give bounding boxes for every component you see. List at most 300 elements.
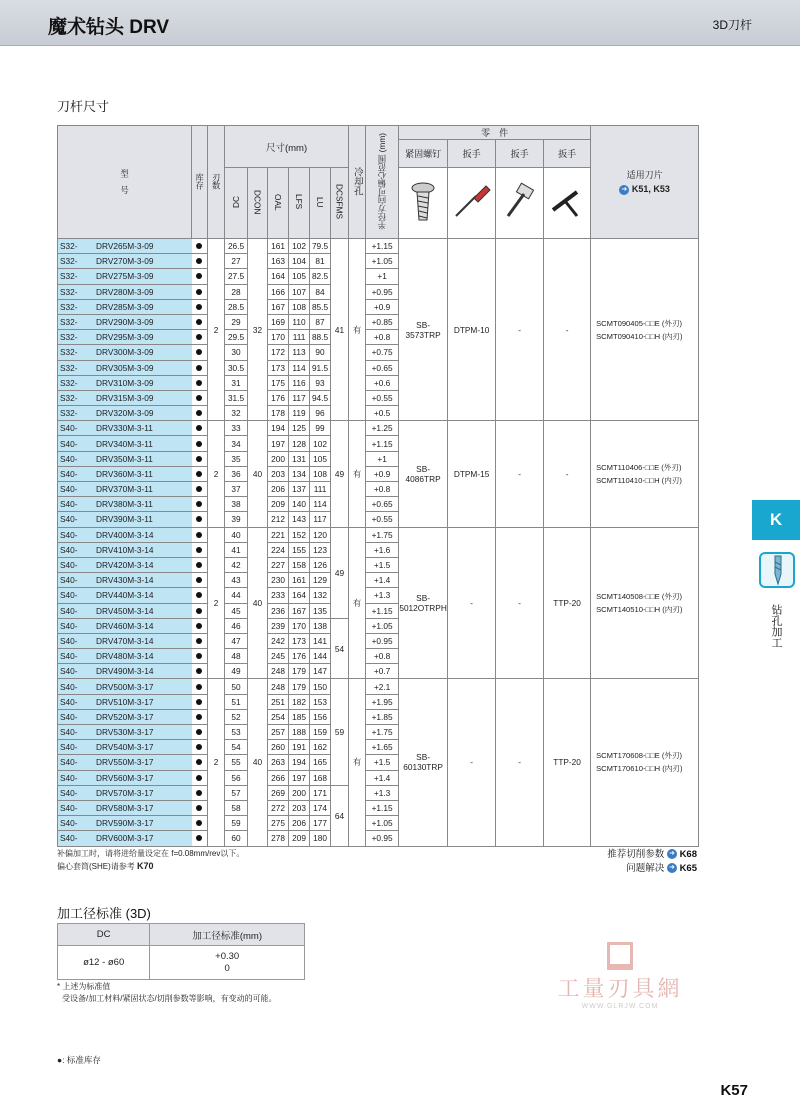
screw-cell: SB-4086TRP xyxy=(399,421,448,527)
model-cell: S40- DRV440M-3-14 xyxy=(58,588,192,603)
lfs-cell: 188 xyxy=(289,725,310,740)
stock-cell xyxy=(192,542,208,557)
oal-cell: 263 xyxy=(268,755,289,770)
dc-cell: 49 xyxy=(225,664,248,679)
insert-cell: SCMT140508-□□E (外刃) SCMT140510-□□H (内刃) xyxy=(591,527,699,679)
oal-cell: 230 xyxy=(268,573,289,588)
oal-cell: 197 xyxy=(268,436,289,451)
lfs-cell: 200 xyxy=(289,785,310,800)
stock-cell xyxy=(192,314,208,329)
stock-dot-icon xyxy=(196,501,202,507)
stock-dot-icon xyxy=(196,395,202,401)
stock-dot-icon xyxy=(196,562,202,568)
oal-cell: 233 xyxy=(268,588,289,603)
lu-cell: 174 xyxy=(310,800,331,815)
lfs-cell: 182 xyxy=(289,694,310,709)
dc-cell: 42 xyxy=(225,557,248,572)
dc-cell: 56 xyxy=(225,770,248,785)
wrench2-cell: - xyxy=(496,679,544,846)
stock-dot-icon xyxy=(196,805,202,811)
table-row xyxy=(58,527,699,542)
model-cell: S40- DRV330M-3-11 xyxy=(58,421,192,436)
oal-cell: 163 xyxy=(268,254,289,269)
stock-cell xyxy=(192,649,208,664)
lu-cell: 108 xyxy=(310,466,331,481)
flutes-cell: 2 xyxy=(208,679,225,846)
table-row xyxy=(58,679,699,694)
model-cell: S40- DRV390M-3-11 xyxy=(58,512,192,527)
lu-cell: 162 xyxy=(310,740,331,755)
dc-cell: 48 xyxy=(225,649,248,664)
wrench3-image xyxy=(544,168,591,239)
stock-dot-icon xyxy=(196,334,202,340)
lfs-cell: 209 xyxy=(289,831,310,846)
radial-cell: +1.95 xyxy=(366,694,399,709)
oal-cell: 242 xyxy=(268,633,289,648)
oal-cell: 170 xyxy=(268,330,289,345)
lfs-cell: 167 xyxy=(289,603,310,618)
stock-dot-icon xyxy=(196,835,202,841)
dc-cell: 46 xyxy=(225,618,248,633)
radial-cell: +0.95 xyxy=(366,633,399,648)
dc-cell: 44 xyxy=(225,588,248,603)
col-header-wrench2: 扳手 xyxy=(496,140,544,168)
stock-cell xyxy=(192,239,208,254)
radial-cell: +0.6 xyxy=(366,375,399,390)
col-header-model: 型 号 xyxy=(58,126,192,239)
lfs-cell: 143 xyxy=(289,512,310,527)
oal-cell: 224 xyxy=(268,542,289,557)
radial-cell: +1.3 xyxy=(366,588,399,603)
screw-cell: SB-5012OTRPH xyxy=(399,527,448,679)
model-cell: S40- DRV490M-3-14 xyxy=(58,664,192,679)
stock-cell xyxy=(192,679,208,694)
model-cell: S32- DRV305M-3-09 xyxy=(58,360,192,375)
dc-cell: 27.5 xyxy=(225,269,248,284)
oal-cell: 176 xyxy=(268,390,289,405)
lfs-cell: 119 xyxy=(289,406,310,421)
radial-cell: +1.05 xyxy=(366,618,399,633)
stock-cell xyxy=(192,816,208,831)
model-cell: S40- DRV570M-3-17 xyxy=(58,785,192,800)
oal-cell: 269 xyxy=(268,785,289,800)
stock-dot-icon xyxy=(196,684,202,690)
lu-cell: 91.5 xyxy=(310,360,331,375)
radial-cell: +0.75 xyxy=(366,345,399,360)
radial-cell: +0.8 xyxy=(366,330,399,345)
radial-cell: +0.8 xyxy=(366,649,399,664)
dc-cell: 58 xyxy=(225,800,248,815)
col-header-coolant: 冷却孔 xyxy=(349,126,366,239)
stock-dot-icon xyxy=(196,790,202,796)
oal-cell: 254 xyxy=(268,709,289,724)
insert-cell: SCMT170608-□□E (外刃) SCMT170610-□□H (内刃) xyxy=(591,679,699,846)
dc-cell: 32 xyxy=(225,406,248,421)
stock-dot-icon xyxy=(196,699,202,705)
model-cell: S32- DRV290M-3-09 xyxy=(58,314,192,329)
oal-cell: 266 xyxy=(268,770,289,785)
stock-cell xyxy=(192,740,208,755)
stock-dot-icon xyxy=(196,668,202,674)
screw-icon xyxy=(408,180,438,224)
page-number: K57 xyxy=(720,1082,748,1099)
table-row xyxy=(58,239,699,254)
radial-cell: +1.15 xyxy=(366,603,399,618)
radial-cell: +1.5 xyxy=(366,557,399,572)
coolant-cell: 有 xyxy=(349,421,366,527)
lu-cell: 126 xyxy=(310,557,331,572)
flutes-cell: 2 xyxy=(208,527,225,679)
lfs-cell: 128 xyxy=(289,436,310,451)
stock-cell xyxy=(192,770,208,785)
lfs-cell: 179 xyxy=(289,679,310,694)
ref-troubleshooting[interactable]: 问题解决 ➜ K65 xyxy=(626,863,697,874)
col-header-lu: LU xyxy=(310,168,331,239)
stock-dot-icon xyxy=(196,243,202,249)
legend-stock: ●: 标准库存 xyxy=(57,1055,101,1065)
std-note-1: * 上述为标准值 xyxy=(57,982,111,991)
lu-cell: 93 xyxy=(310,375,331,390)
lfs-cell: 164 xyxy=(289,588,310,603)
lu-cell: 180 xyxy=(310,831,331,846)
screwdriver-icon xyxy=(452,182,492,222)
std-header-dc: DC xyxy=(58,924,150,946)
model-cell: S32- DRV320M-3-09 xyxy=(58,406,192,421)
stock-cell xyxy=(192,603,208,618)
dc-cell: 43 xyxy=(225,573,248,588)
lfs-cell: 191 xyxy=(289,740,310,755)
radial-cell: +1.05 xyxy=(366,254,399,269)
lu-cell: 87 xyxy=(310,314,331,329)
page-title: 魔术钻头 DRV xyxy=(48,17,170,38)
model-cell: S40- DRV420M-3-14 xyxy=(58,557,192,572)
stock-cell xyxy=(192,436,208,451)
stock-dot-icon xyxy=(196,425,202,431)
stock-cell xyxy=(192,725,208,740)
model-cell: S40- DRV600M-3-17 xyxy=(58,831,192,846)
stock-cell xyxy=(192,299,208,314)
stock-cell xyxy=(192,360,208,375)
radial-cell: +1.15 xyxy=(366,436,399,451)
lu-cell: 138 xyxy=(310,618,331,633)
lu-cell: 123 xyxy=(310,542,331,557)
t-wrench-icon xyxy=(547,182,587,222)
lfs-cell: 131 xyxy=(289,451,310,466)
note-feed: 补偏加工时，请将进给量设定在 f=0.08mm/rev以下。 xyxy=(57,849,245,858)
stock-dot-icon xyxy=(196,532,202,538)
ref-arrow-icon: ➜ xyxy=(667,863,677,873)
oal-cell: 236 xyxy=(268,603,289,618)
radial-cell: +1.65 xyxy=(366,740,399,755)
dc-cell: 38 xyxy=(225,497,248,512)
radial-cell: +1.4 xyxy=(366,770,399,785)
lu-cell: 90 xyxy=(310,345,331,360)
lu-cell: 147 xyxy=(310,664,331,679)
col-header-dcon: DCON xyxy=(248,168,268,239)
oal-cell: 275 xyxy=(268,816,289,831)
radial-cell: +1 xyxy=(366,451,399,466)
lfs-cell: 197 xyxy=(289,770,310,785)
dc-cell: 52 xyxy=(225,709,248,724)
oal-cell: 200 xyxy=(268,451,289,466)
model-cell: S40- DRV590M-3-17 xyxy=(58,816,192,831)
oal-cell: 203 xyxy=(268,466,289,481)
lfs-cell: 140 xyxy=(289,497,310,512)
lu-cell: 156 xyxy=(310,709,331,724)
lu-cell: 81 xyxy=(310,254,331,269)
lu-cell: 117 xyxy=(310,512,331,527)
dc-cell: 27 xyxy=(225,254,248,269)
dcon-cell: 40 xyxy=(248,679,268,846)
col-header-flutes: 刃数 xyxy=(208,126,225,239)
radial-cell: +1.6 xyxy=(366,542,399,557)
model-cell: S40- DRV350M-3-11 xyxy=(58,451,192,466)
coolant-cell: 有 xyxy=(349,679,366,846)
lu-cell: 153 xyxy=(310,694,331,709)
dc-cell: 33 xyxy=(225,421,248,436)
lfs-cell: 137 xyxy=(289,482,310,497)
stock-dot-icon xyxy=(196,304,202,310)
screw-image xyxy=(399,168,448,239)
stock-cell xyxy=(192,390,208,405)
model-cell: S40- DRV400M-3-14 xyxy=(58,527,192,542)
radial-cell: +0.65 xyxy=(366,360,399,375)
stock-dot-icon xyxy=(196,744,202,750)
dcsfms-cell: 41 xyxy=(331,239,349,421)
stock-cell xyxy=(192,694,208,709)
oal-cell: 227 xyxy=(268,557,289,572)
dc-cell: 26.5 xyxy=(225,239,248,254)
stock-dot-icon xyxy=(196,775,202,781)
radial-cell: +0.95 xyxy=(366,284,399,299)
lfs-cell: 116 xyxy=(289,375,310,390)
oal-cell: 212 xyxy=(268,512,289,527)
stock-dot-icon xyxy=(196,289,202,295)
oal-cell: 248 xyxy=(268,664,289,679)
wrench3-cell: - xyxy=(544,421,591,527)
stock-dot-icon xyxy=(196,759,202,765)
stock-cell xyxy=(192,254,208,269)
radial-cell: +0.9 xyxy=(366,466,399,481)
stock-dot-icon xyxy=(196,471,202,477)
lu-cell: 159 xyxy=(310,725,331,740)
lu-cell: 177 xyxy=(310,816,331,831)
lfs-cell: 179 xyxy=(289,664,310,679)
oal-cell: 172 xyxy=(268,345,289,360)
lfs-cell: 158 xyxy=(289,557,310,572)
dc-cell: 50 xyxy=(225,679,248,694)
model-cell: S32- DRV270M-3-09 xyxy=(58,254,192,269)
stock-dot-icon xyxy=(196,441,202,447)
stock-dot-icon xyxy=(196,273,202,279)
lfs-cell: 107 xyxy=(289,284,310,299)
table-row xyxy=(58,421,699,436)
page-header xyxy=(0,0,800,46)
lfs-cell: 114 xyxy=(289,360,310,375)
dc-cell: 57 xyxy=(225,785,248,800)
model-cell: S40- DRV410M-3-14 xyxy=(58,542,192,557)
lfs-cell: 105 xyxy=(289,269,310,284)
model-cell: S32- DRV285M-3-09 xyxy=(58,299,192,314)
model-cell: S40- DRV360M-3-11 xyxy=(58,466,192,481)
stock-cell xyxy=(192,800,208,815)
oal-cell: 164 xyxy=(268,269,289,284)
lfs-cell: 113 xyxy=(289,345,310,360)
lu-cell: 105 xyxy=(310,451,331,466)
oal-cell: 221 xyxy=(268,527,289,542)
oal-cell: 206 xyxy=(268,482,289,497)
torx-wrench-icon xyxy=(500,182,540,222)
lu-cell: 141 xyxy=(310,633,331,648)
dc-cell: 60 xyxy=(225,831,248,846)
col-header-radial: 半径方向可偏心范围 (mm) xyxy=(366,126,399,239)
dimension-table xyxy=(57,125,699,847)
dc-cell: 35 xyxy=(225,451,248,466)
stock-dot-icon xyxy=(196,623,202,629)
stock-cell xyxy=(192,421,208,436)
stock-cell xyxy=(192,451,208,466)
col-header-wrench3: 扳手 xyxy=(544,140,591,168)
note-sleeve: 偏心套筒(SHE)请参考 K70 xyxy=(57,861,154,871)
lu-cell: 82.5 xyxy=(310,269,331,284)
section-title-standard: 加工径标准 (3D) xyxy=(57,906,151,921)
oal-cell: 175 xyxy=(268,375,289,390)
col-header-wrench1: 扳手 xyxy=(448,140,496,168)
dcon-cell: 40 xyxy=(248,527,268,679)
lu-cell: 144 xyxy=(310,649,331,664)
stock-cell xyxy=(192,406,208,421)
wrench2-cell: - xyxy=(496,527,544,679)
section-tab-k[interactable]: K xyxy=(752,500,800,540)
stock-cell xyxy=(192,633,208,648)
lu-cell: 135 xyxy=(310,603,331,618)
oal-cell: 169 xyxy=(268,314,289,329)
wrench1-cell: DTPM-15 xyxy=(448,421,496,527)
model-cell: S40- DRV530M-3-17 xyxy=(58,725,192,740)
oal-cell: 257 xyxy=(268,725,289,740)
radial-cell: +1.15 xyxy=(366,800,399,815)
lfs-cell: 134 xyxy=(289,466,310,481)
lu-cell: 114 xyxy=(310,497,331,512)
stock-cell xyxy=(192,527,208,542)
radial-cell: +0.55 xyxy=(366,390,399,405)
ref-arrow-icon: ➜ xyxy=(667,849,677,859)
stock-dot-icon xyxy=(196,365,202,371)
lu-cell: 120 xyxy=(310,527,331,542)
oal-cell: 260 xyxy=(268,740,289,755)
col-header-insert: 适用刀片 ➜ K51, K53 xyxy=(591,126,699,239)
oal-cell: 178 xyxy=(268,406,289,421)
radial-cell: +1.85 xyxy=(366,709,399,724)
dc-cell: 29 xyxy=(225,314,248,329)
stock-cell xyxy=(192,755,208,770)
stock-cell xyxy=(192,573,208,588)
stock-dot-icon xyxy=(196,592,202,598)
stock-cell xyxy=(192,330,208,345)
radial-cell: +1.75 xyxy=(366,725,399,740)
dc-cell: 40 xyxy=(225,527,248,542)
insert-cell: SCMT090405-□□E (外刃) SCMT090410-□□H (内刃) xyxy=(591,239,699,421)
stock-cell xyxy=(192,375,208,390)
lu-cell: 94.5 xyxy=(310,390,331,405)
stock-dot-icon xyxy=(196,410,202,416)
model-cell: S40- DRV560M-3-17 xyxy=(58,770,192,785)
stock-cell xyxy=(192,482,208,497)
stock-dot-icon xyxy=(196,577,202,583)
coolant-cell: 有 xyxy=(349,239,366,421)
flutes-cell: 2 xyxy=(208,421,225,527)
model-cell: S40- DRV470M-3-14 xyxy=(58,633,192,648)
model-cell: S32- DRV265M-3-09 xyxy=(58,239,192,254)
radial-cell: +0.5 xyxy=(366,406,399,421)
watermark-logo-icon xyxy=(607,942,633,970)
lu-cell: 88.5 xyxy=(310,330,331,345)
dc-cell: 34 xyxy=(225,436,248,451)
model-cell: S40- DRV520M-3-17 xyxy=(58,709,192,724)
model-cell: S40- DRV500M-3-17 xyxy=(58,679,192,694)
stock-cell xyxy=(192,466,208,481)
lfs-cell: 203 xyxy=(289,800,310,815)
lfs-cell: 155 xyxy=(289,542,310,557)
dcsfms-cell: 49 xyxy=(331,421,349,527)
stock-dot-icon xyxy=(196,486,202,492)
stock-dot-icon xyxy=(196,319,202,325)
stock-cell xyxy=(192,345,208,360)
oal-cell: 166 xyxy=(268,284,289,299)
screw-cell: SB-60130TRP xyxy=(399,679,448,846)
dc-cell: 47 xyxy=(225,633,248,648)
radial-cell: +0.55 xyxy=(366,512,399,527)
col-header-stock: 库存 xyxy=(192,126,208,239)
wrench2-cell: - xyxy=(496,239,544,421)
model-cell: S40- DRV340M-3-11 xyxy=(58,436,192,451)
dc-cell: 31 xyxy=(225,375,248,390)
stock-dot-icon xyxy=(196,547,202,553)
dcon-cell: 32 xyxy=(248,239,268,421)
dcsfms-cell: 54 xyxy=(331,618,349,679)
radial-cell: +0.8 xyxy=(366,482,399,497)
col-header-parts: 零 件 xyxy=(399,126,591,140)
lfs-cell: 108 xyxy=(289,299,310,314)
lu-cell: 102 xyxy=(310,436,331,451)
screw-cell: SB-3573TRP xyxy=(399,239,448,421)
radial-cell: +0.95 xyxy=(366,831,399,846)
dc-cell: 30.5 xyxy=(225,360,248,375)
stock-dot-icon xyxy=(196,349,202,355)
col-header-dc: DC xyxy=(225,168,248,239)
dc-cell: 28.5 xyxy=(225,299,248,314)
stock-cell xyxy=(192,284,208,299)
dc-cell: 51 xyxy=(225,694,248,709)
radial-cell: +1.5 xyxy=(366,755,399,770)
stock-cell xyxy=(192,557,208,572)
radial-cell: +2.1 xyxy=(366,679,399,694)
ref-cutting-params[interactable]: 推荐切削参数 ➜ K68 xyxy=(607,849,697,860)
radial-cell: +1.15 xyxy=(366,239,399,254)
drill-icon xyxy=(759,552,795,588)
stock-cell xyxy=(192,497,208,512)
stock-cell xyxy=(192,831,208,846)
oal-cell: 248 xyxy=(268,679,289,694)
dcon-cell: 40 xyxy=(248,421,268,527)
stock-cell xyxy=(192,785,208,800)
model-cell: S32- DRV275M-3-09 xyxy=(58,269,192,284)
model-cell: S40- DRV430M-3-14 xyxy=(58,573,192,588)
lfs-cell: 176 xyxy=(289,649,310,664)
model-cell: S32- DRV310M-3-09 xyxy=(58,375,192,390)
dc-cell: 45 xyxy=(225,603,248,618)
dc-cell: 53 xyxy=(225,725,248,740)
